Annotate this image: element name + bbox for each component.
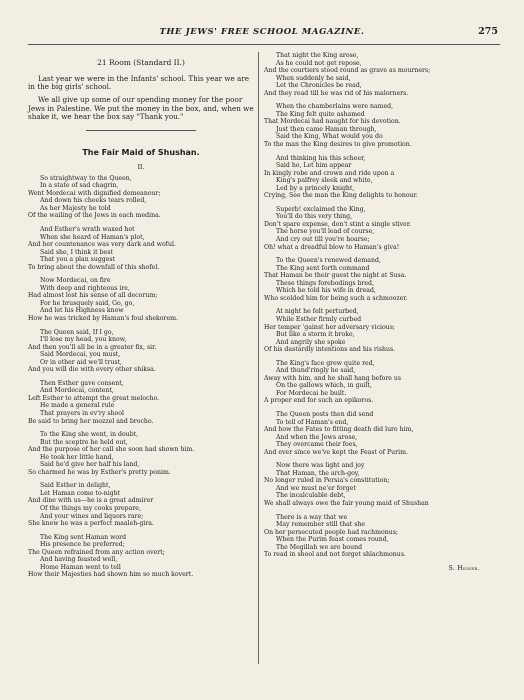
poem-line: That you a plan suggest	[40, 256, 116, 264]
poem-stanza	[28, 534, 254, 579]
page-number: 275	[478, 26, 498, 37]
poem-line: Crying, See the man the King delights to honour.	[264, 192, 418, 200]
poem-line: Now there was light and joy	[276, 462, 365, 470]
poem-line: Which he told his wife in dread,	[276, 287, 376, 295]
poem-line: And let his Highness know	[40, 307, 124, 315]
poem-stanza	[28, 329, 254, 374]
poem-line: And her countenance was very dark and woful.	[28, 241, 176, 249]
poem-stanza	[264, 52, 494, 97]
poem-line: Of the things my cooks prepare,	[40, 505, 141, 512]
poem-line: Superb! exclaimed the King,	[276, 205, 366, 213]
poem-line: That prayers in ev'ry shool	[40, 409, 124, 417]
poem-line: That night the King arose,	[276, 52, 359, 59]
poem-stanza	[264, 155, 494, 200]
poem-line: Had almost lost his sense of all decorum;	[28, 292, 158, 300]
column-divider	[258, 52, 259, 664]
poem-right-stanzas	[264, 52, 494, 559]
poem-line: That Haman, the arch-goy,	[276, 469, 360, 477]
poem-line: The King's face grew quite red,	[276, 359, 375, 367]
poem-line: No longer ruled in Persia's constitution;	[264, 477, 390, 485]
poem-line: And when the Jews arose,	[276, 433, 358, 441]
poem-line: But like a storm it broke,	[276, 331, 355, 339]
poem-line: At night he felt perturbed,	[276, 308, 359, 316]
poem-line: You'll do this very thing,	[276, 213, 353, 221]
poem-line: And then you'll all be in a greater fix, sir.	[28, 343, 157, 351]
poem-line: Who scolded him for being such a schmoozer.	[264, 294, 408, 302]
poem-line: Then Esther gave consent,	[40, 379, 124, 387]
header-rule	[28, 44, 500, 45]
poem-line: As he could not get repose,	[276, 59, 362, 67]
poem-line: With deep and righteous ire,	[40, 284, 130, 292]
poem-line: That Mordecai had naught for his devotion.	[264, 118, 401, 126]
poem-line: As her Majesty he told	[40, 204, 111, 212]
poem-line: We shall always owe the fair young maid of Shushan	[264, 499, 429, 507]
poem-line: He took her little hand,	[40, 453, 114, 461]
poem-stanza	[28, 431, 254, 476]
poem-line: Oh! what a dreadful blow to Haman's giva!	[264, 243, 400, 251]
poem-line: When she heard of Haman's plot,	[40, 233, 145, 241]
poem-stanza	[28, 226, 254, 271]
poem-line: He made a general rule	[40, 402, 115, 410]
poem-stanza	[264, 206, 494, 251]
poem-line: Said she, I think it best	[40, 248, 113, 256]
poem-line: But the sceptre he held out,	[40, 438, 128, 446]
poem-line: When the Purim feast comes round,	[276, 536, 389, 544]
poem-line: Led by a princely knight,	[276, 184, 355, 192]
poem-line: The Megillah we are bound	[276, 543, 363, 551]
poem-line: And thinking his this scheer,	[276, 154, 366, 162]
poem-line: She knew he was a perfect maaleh-gira.	[28, 520, 154, 528]
section-paragraph: We all give up some of our spending money for the poor Jews in Palestine. We put the money in the box, and, when we shake it, we hear the box say "Thank you."	[28, 95, 254, 122]
poem-line: Now Mordecai, on fire	[40, 277, 111, 285]
poem-line: And angrily she spoke	[276, 338, 346, 346]
poem-line: On the gallows which, in guilt,	[276, 382, 372, 390]
left-column	[28, 52, 254, 585]
page-header-title: THE JEWS' FREE SCHOOL MAGAZINE.	[159, 27, 365, 37]
poem-line: Home Haman went to tell	[40, 563, 121, 571]
poem-line: I'll lose my head, you know,	[40, 336, 127, 344]
poem-line: For Mordecai he built.	[276, 389, 347, 397]
poem-line: Said the King, What would you do	[276, 133, 383, 141]
poem-line: On her persecuted people had rachmonus;	[264, 528, 398, 536]
poem-line: Away with him, and he shall hang before us	[264, 374, 402, 382]
poem-line: And the courtiers stood round as grave as mourners;	[264, 67, 431, 75]
poem-line: Or in other aid we'll trust,	[40, 358, 122, 366]
poem-line: While Esther firmly curbed	[276, 315, 362, 323]
poem-stanza	[28, 380, 254, 425]
poem-stanza	[28, 277, 254, 322]
poem-line: The King felt quite ashamed	[276, 110, 365, 118]
poem-line: The Queen said, If I go,	[40, 328, 114, 336]
poem-stanza	[264, 360, 494, 405]
poem-line: To tell of Haman's end,	[276, 418, 349, 426]
poem-line: His presence he preferred;	[40, 541, 125, 549]
right-column	[264, 52, 494, 572]
poem-stanza	[28, 175, 254, 220]
poem-line: And your wines and liquors rare;	[40, 512, 144, 520]
poem-stanza	[264, 103, 494, 148]
poem-line: And Mordecai, content,	[40, 387, 114, 395]
poem-line: And having feasted well,	[40, 556, 118, 564]
section-separator	[86, 130, 196, 131]
poem-stanza	[264, 462, 494, 507]
poem-stanza	[28, 482, 254, 527]
poem-line: That Haman be their guest the night at Susa.	[264, 272, 407, 280]
poem-line: And you will die with every other shiksa.	[28, 366, 156, 374]
poem-line: Said he'd give her half his land,	[40, 461, 140, 469]
poem-line: So charmed he was by Esther's pretty ponim.	[28, 468, 171, 476]
poem-line: Be said to bring her mozzel and brocho.	[28, 417, 154, 425]
poem-line: And thund'ringly he said,	[276, 367, 356, 375]
poem-line: The King sent forth command	[276, 264, 370, 272]
section-heading: 21 Room (Standard II.)	[97, 58, 185, 67]
poem-line: Left Esther to attempt the great melocho.	[28, 394, 160, 402]
poem-line: In kingly robe and crown and ride upon a	[264, 169, 395, 177]
poem-line: May remember still that she	[276, 521, 366, 529]
poem-title: The Fair Maid of Shushan.	[82, 147, 200, 157]
poem-line: And down his cheeks tears rolled,	[40, 197, 147, 205]
poem-line: Said he, Let him appear	[276, 162, 352, 170]
poem-stanza	[264, 411, 494, 456]
poem-line: King's palfrey sleek and white,	[276, 177, 373, 185]
poem-line: Let Haman come to-night	[40, 489, 121, 497]
poem-line: For he brusquely said, Go, go,	[40, 299, 135, 307]
poem-line: The King sent Haman word	[40, 533, 127, 541]
poem-line: And we must ne'er forget	[276, 484, 356, 492]
poem-left-stanzas	[28, 175, 254, 579]
poem-line: And dine with us—he is a great admirer	[28, 497, 154, 505]
poem-line: To read in shool and not forget shlachmonus.	[264, 551, 406, 559]
poem-stanza	[264, 514, 494, 559]
poem-line: To the Queen's renewed demand,	[276, 257, 381, 265]
poem-canto-number: II.	[137, 164, 145, 172]
poem-line: And cry out till you're hoarse;	[276, 236, 370, 244]
poem-line: When suddenly he said,	[276, 74, 351, 82]
poem-line: There is a way that we	[276, 513, 348, 521]
poem-line: The incalculable debt,	[276, 492, 346, 500]
poem-line: Went Mordecai with dignified demeanour;	[28, 189, 161, 197]
poem-line: And how the Fates to fitting death did lure him,	[264, 426, 414, 434]
poem-line: The horse you'll lead of course,	[276, 228, 375, 236]
poem-line: Let the Chronicles be read,	[276, 82, 362, 90]
poem-stanza	[264, 257, 494, 302]
poem-line: To bring about the downfall of this shofel.	[28, 263, 160, 271]
poem-line: These things forebodings bred,	[276, 279, 374, 287]
poem-line: In a state of sad chagrin,	[40, 182, 119, 190]
poem-line: And Esther's wrath waxed hot	[40, 225, 135, 233]
poem-line: To the King she went, in doubt,	[40, 431, 139, 439]
poem-line: And the purpose of her call she soon had shown him.	[28, 446, 195, 454]
poem-line: They overcame their foes,	[276, 441, 358, 449]
poem-line: How their Majesties had shown him so much kovert.	[28, 571, 194, 579]
poem-line: The Queen refrained from any action overt;	[28, 548, 165, 556]
poem-line: The Queen posts then did send	[276, 410, 374, 418]
poem-line: Said Mordecai, you must,	[40, 351, 121, 359]
poem-line: So straightway to the Queen,	[40, 174, 132, 182]
poem-signature: S. Heiser.	[448, 564, 480, 572]
section-paragraph: Last year we were in the Infants' school. This year we are in the big girls' school.	[28, 73, 250, 91]
poem-line: A proper end for such an epikoros.	[264, 397, 374, 405]
poem-line: To the man the King desires to give promotion.	[264, 141, 412, 149]
poem-line: Just then came Haman through,	[276, 125, 377, 133]
poem-stanza	[264, 308, 494, 353]
poem-line: Her temper 'gainst her adversary vicious;	[264, 323, 395, 331]
poem-line: When the chamberlains were named,	[276, 103, 394, 111]
poem-line: How he was tricked by Haman's foul shekorem.	[28, 314, 178, 322]
poem-line: Said Esther in delight,	[40, 482, 111, 490]
poem-line: Of the wailing of the Jews in each medina.	[28, 212, 161, 220]
poem-line: Don't spare expense, don't stint a single stiver.	[264, 220, 412, 228]
poem-line: Of his dastardly intentions and his rishus.	[264, 346, 396, 354]
poem-line: And they read till he was rid of his malorners.	[264, 89, 409, 97]
poem-line: And ever since we've kept the Feast of Purim.	[264, 448, 408, 456]
